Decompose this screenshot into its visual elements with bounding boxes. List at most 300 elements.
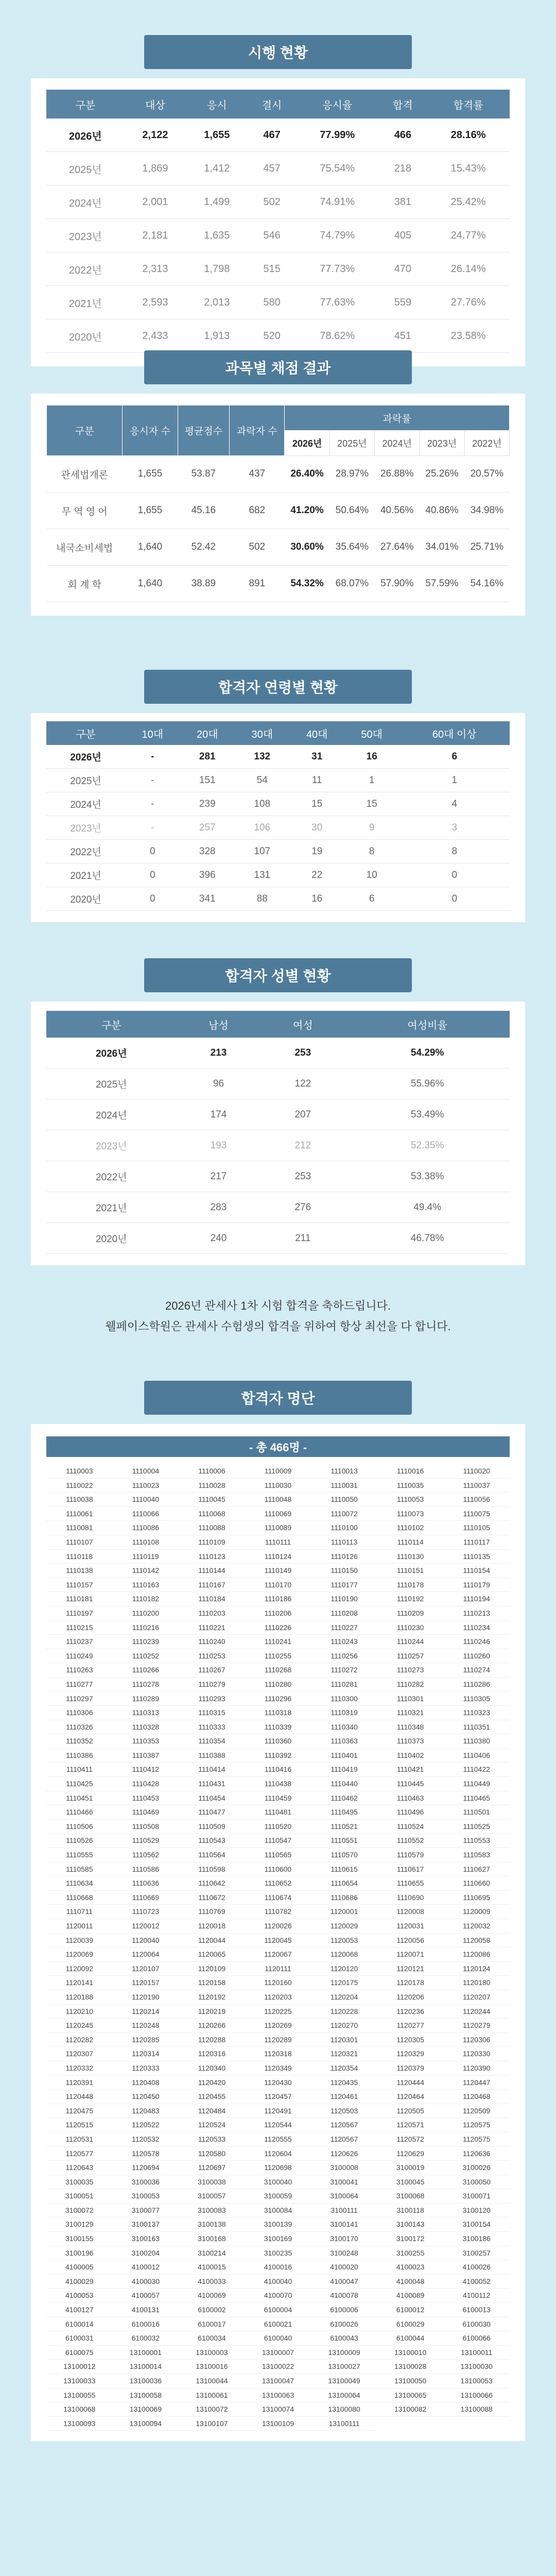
table-cell: 68.07% xyxy=(329,566,374,602)
passer-id: 1110406 xyxy=(443,1749,510,1763)
passer-id: 1120120 xyxy=(311,1962,377,1976)
passer-id: 6100021 xyxy=(245,2317,311,2332)
passer-id: 13100055 xyxy=(46,2388,113,2403)
passer-id: 1110108 xyxy=(113,1535,179,1550)
table-cell: 174 xyxy=(177,1099,261,1130)
passer-id: 1110333 xyxy=(179,1720,245,1735)
table-cell: 2023년 xyxy=(46,219,125,252)
table-cell: 1,640 xyxy=(123,566,178,602)
passer-id: 1120444 xyxy=(377,2076,444,2090)
table-row xyxy=(46,863,510,887)
passer-id: 1110354 xyxy=(179,1734,245,1749)
passer-id: 1110782 xyxy=(245,1905,311,1919)
passer-id: 1110598 xyxy=(179,1862,245,1877)
passer-id: 4100112 xyxy=(443,2289,510,2303)
table-cell: 2026년 xyxy=(46,118,125,152)
table-cell: 546 xyxy=(248,219,296,252)
table-cell: 107 xyxy=(235,840,289,863)
passer-id: 1120067 xyxy=(245,1947,311,1962)
passer-id: 3100138 xyxy=(179,2217,245,2232)
passer-id: 13100082 xyxy=(377,2402,444,2417)
passer-id: 1110114 xyxy=(377,1535,444,1550)
header-cell: 구분 xyxy=(46,90,125,118)
passer-id: 4100026 xyxy=(443,2260,510,2275)
passer-id: 1110124 xyxy=(245,1550,311,1564)
table-row xyxy=(46,319,510,353)
passer-id: 1110138 xyxy=(46,1564,113,1578)
table-cell: 1,655 xyxy=(123,456,178,493)
passer-id: 1110723 xyxy=(113,1905,179,1919)
passer-id: 1110636 xyxy=(113,1876,179,1891)
passer-id: 1120065 xyxy=(179,1947,245,1962)
passer-id: 1110509 xyxy=(179,1820,245,1834)
passer-id: 3100129 xyxy=(46,2217,113,2232)
passer-id: 1120522 xyxy=(113,2118,179,2132)
passer-id: 1110543 xyxy=(179,1834,245,1848)
table-cell: 0 xyxy=(125,840,180,863)
passer-id: 1110163 xyxy=(113,1578,179,1592)
passer-id: 3100235 xyxy=(245,2246,311,2261)
passer-id: 1120029 xyxy=(311,1919,377,1934)
table-cell: 22 xyxy=(289,863,344,887)
passer-id: 1110305 xyxy=(443,1692,510,1706)
table-row xyxy=(46,118,510,152)
passer-id: 1120124 xyxy=(443,1962,510,1976)
passer-id: 1110353 xyxy=(113,1734,179,1749)
table-row xyxy=(46,219,510,252)
passer-id: 3100084 xyxy=(245,2204,311,2218)
passer-id: 13100044 xyxy=(179,2374,245,2388)
passer-id: 13100009 xyxy=(311,2346,377,2360)
passer-id: 1110255 xyxy=(245,1649,311,1664)
table-cell: 49.4% xyxy=(345,1192,510,1223)
table-cell: 77.73% xyxy=(296,252,379,286)
passer-id: 1110273 xyxy=(377,1663,444,1677)
passer-id: 1120318 xyxy=(245,2047,311,2061)
passer-id: 1120577 xyxy=(46,2147,113,2161)
passer-id: 1120180 xyxy=(443,1976,510,1990)
passer-id: 1110118 xyxy=(46,1550,113,1564)
passer-id: 1110149 xyxy=(245,1564,311,1578)
passer-id: 1120109 xyxy=(179,1962,245,1976)
table-cell: 283 xyxy=(177,1192,261,1223)
table-cell: 78.62% xyxy=(296,319,379,353)
passer-id: 3100120 xyxy=(443,2204,510,2218)
table-cell: 207 xyxy=(260,1099,345,1130)
passer-id: 1120505 xyxy=(377,2104,444,2119)
passer-id: 1110386 xyxy=(46,1749,113,1763)
passer-id: 1110177 xyxy=(311,1578,377,1592)
passer-id: 3100155 xyxy=(46,2232,113,2246)
passer-id: 1110552 xyxy=(377,1834,444,1848)
header-cell: 응시 xyxy=(186,90,248,118)
table-cell: 2024년 xyxy=(46,792,125,816)
passer-id: 6100026 xyxy=(311,2317,377,2332)
passer-id: 1120219 xyxy=(179,2005,245,2019)
passer-id: 1110268 xyxy=(245,1663,311,1677)
passer-id: 1110035 xyxy=(377,1479,444,1493)
passer-id: 1120697 xyxy=(179,2161,245,2175)
passer-id: 1120448 xyxy=(46,2090,113,2104)
table-cell: 16 xyxy=(344,745,399,769)
passer-id: 1110438 xyxy=(245,1777,311,1791)
passer-id: 1110239 xyxy=(113,1635,179,1649)
table-row xyxy=(46,1038,510,1069)
passer-id: 3100064 xyxy=(311,2189,377,2204)
passer-id: 1110006 xyxy=(179,1464,245,1479)
passer-id: 1110272 xyxy=(311,1663,377,1677)
passer-id: 3100035 xyxy=(46,2175,113,2190)
passer-id: 4100040 xyxy=(245,2275,311,2289)
table-cell: 57.59% xyxy=(420,566,464,602)
passer-id: 1110190 xyxy=(311,1592,377,1606)
table-cell: 470 xyxy=(379,252,427,286)
table-cell: 217 xyxy=(177,1161,261,1192)
passer-id: 1120001 xyxy=(311,1905,377,1919)
table-cell: 0 xyxy=(125,863,180,887)
passer-id: 3100026 xyxy=(443,2161,510,2175)
passer-id: 1110154 xyxy=(443,1564,510,1578)
table-cell: 34.98% xyxy=(464,493,509,529)
passer-id: 1110469 xyxy=(113,1805,179,1820)
header-cell: 10대 xyxy=(125,721,180,745)
table-cell: 77.99% xyxy=(296,118,379,152)
passer-id: 1120192 xyxy=(179,1990,245,2005)
passer-id: 1110419 xyxy=(311,1762,377,1777)
passer-id: 1110669 xyxy=(113,1891,179,1905)
passer-id: 6100004 xyxy=(245,2303,311,2317)
passer-id: 1110564 xyxy=(179,1848,245,1862)
table-cell: 74.79% xyxy=(296,219,379,252)
passer-id: 1120288 xyxy=(179,2033,245,2047)
passer-id: 1120056 xyxy=(377,1934,444,1948)
passer-id: 1110167 xyxy=(179,1578,245,1592)
table-cell: 55.96% xyxy=(345,1069,510,1099)
year-header: 2024년 xyxy=(375,431,420,456)
passer-id: 1120629 xyxy=(377,2147,444,2161)
passer-id: 1110525 xyxy=(443,1820,510,1834)
passer-id: 1110206 xyxy=(245,1606,311,1621)
table-cell: 467 xyxy=(248,118,296,152)
table-cell: 212 xyxy=(260,1130,345,1161)
section-title: 합격자 성별 현황 xyxy=(144,958,412,992)
table-cell: 25.71% xyxy=(464,529,509,566)
passer-id: 1120206 xyxy=(377,1990,444,2005)
passer-id: 1120450 xyxy=(113,2090,179,2104)
passer-id: 1110151 xyxy=(377,1564,444,1578)
passer-id: 3100214 xyxy=(179,2246,245,2261)
passer-id: 1110453 xyxy=(113,1791,179,1806)
passer-id: 1110401 xyxy=(311,1749,377,1763)
passer-id: 1110451 xyxy=(46,1791,113,1806)
passer-id: 1110178 xyxy=(377,1578,444,1592)
passer-id: 1120245 xyxy=(46,2019,113,2033)
passer-id: 1110521 xyxy=(311,1820,377,1834)
passer-id: 1110428 xyxy=(113,1777,179,1791)
passer-id: 1120031 xyxy=(377,1919,444,1934)
passer-id: 1120354 xyxy=(311,2061,377,2076)
table-cell: 26.40% xyxy=(285,456,329,493)
passer-id: 3100168 xyxy=(179,2232,245,2246)
passer-id: 4100089 xyxy=(377,2289,444,2303)
exam-status-panel xyxy=(31,78,525,366)
header-cell: 여성 xyxy=(260,1011,345,1038)
passer-id: 4100012 xyxy=(113,2260,179,2275)
passer-id: 1110387 xyxy=(113,1749,179,1763)
passer-id: 1120430 xyxy=(245,2076,311,2090)
table-cell: 257 xyxy=(180,816,235,840)
passer-id: 1110565 xyxy=(245,1848,311,1862)
passer-id: 3100196 xyxy=(46,2246,113,2261)
passer-id: 1110642 xyxy=(179,1876,245,1891)
passer-id: 1110253 xyxy=(179,1649,245,1664)
passer-id: 1110234 xyxy=(443,1621,510,1635)
table-cell: 396 xyxy=(180,863,235,887)
table-cell: - xyxy=(125,745,180,769)
passer-id: 1110583 xyxy=(443,1848,510,1862)
table-cell: 0 xyxy=(399,863,510,887)
table-cell: 6 xyxy=(344,887,399,911)
table-row xyxy=(46,252,510,286)
table-cell: 53.38% xyxy=(345,1161,510,1192)
passer-id: 1120643 xyxy=(46,2161,113,2175)
table-cell: 2,593 xyxy=(125,286,186,319)
passer-id: 1110107 xyxy=(46,1535,113,1550)
table-cell: 239 xyxy=(180,792,235,816)
gender-section xyxy=(31,958,525,1265)
passer-id: 4100015 xyxy=(179,2260,245,2275)
passer-id: 1110028 xyxy=(179,1479,245,1493)
passer-id: 1110570 xyxy=(311,1848,377,1862)
passer-id: 1120236 xyxy=(377,2005,444,2019)
table-row xyxy=(46,840,510,863)
table-cell: 26.88% xyxy=(375,456,420,493)
passer-id: 1120032 xyxy=(443,1919,510,1934)
table-cell: 53.49% xyxy=(345,1099,510,1130)
passer-id: 1110045 xyxy=(179,1493,245,1507)
passer-id: 1110348 xyxy=(377,1720,444,1735)
passer-id: 1110586 xyxy=(113,1862,179,1877)
passer-id: 1110392 xyxy=(245,1749,311,1763)
year-header: 2025년 xyxy=(329,431,374,456)
passer-id: 1120321 xyxy=(311,2047,377,2061)
passer-id: 1110257 xyxy=(377,1649,444,1664)
table-row xyxy=(47,529,510,566)
passer-id: 1110048 xyxy=(245,1493,311,1507)
table-cell: 1,655 xyxy=(186,118,248,152)
table-cell: - xyxy=(125,769,180,792)
passer-id: 1110279 xyxy=(179,1677,245,1692)
passer-id: 1110061 xyxy=(46,1507,113,1521)
passer-id: 1120058 xyxy=(443,1934,510,1948)
passer-id: 1110030 xyxy=(245,1479,311,1493)
table-cell: 54.32% xyxy=(285,566,329,602)
passer-id: 1110449 xyxy=(443,1777,510,1791)
passer-id: 1110425 xyxy=(46,1777,113,1791)
passer-id: 1120190 xyxy=(113,1990,179,2005)
table-cell: 74.91% xyxy=(296,185,379,219)
year-header: 2026년 xyxy=(285,431,329,456)
age-table xyxy=(46,721,510,911)
table-cell: 4 xyxy=(399,792,510,816)
passer-id: 4100016 xyxy=(245,2260,311,2275)
passer-id: 1120391 xyxy=(46,2076,113,2090)
header-cell: 응시율 xyxy=(296,90,379,118)
passer-id: 1120408 xyxy=(113,2076,179,2090)
passer-id: 1120045 xyxy=(245,1934,311,1948)
passer-id: 1110053 xyxy=(377,1493,444,1507)
passer-id: 1110463 xyxy=(377,1791,444,1806)
table-cell: 52.42 xyxy=(178,529,229,566)
passer-id: 4100033 xyxy=(179,2275,245,2289)
passer-id: 1110672 xyxy=(179,1891,245,1905)
passer-id: 3100137 xyxy=(113,2217,179,2232)
passer-id: 1120532 xyxy=(113,2132,179,2147)
table-cell: 466 xyxy=(379,118,427,152)
passer-id: 1110230 xyxy=(377,1621,444,1635)
table-cell: 381 xyxy=(379,185,427,219)
passer-id: 1120305 xyxy=(377,2033,444,2047)
section-title: 시행 현황 xyxy=(144,35,412,69)
table-cell: 54.29% xyxy=(345,1038,510,1069)
passer-id: 3100040 xyxy=(245,2175,311,2190)
table-cell: 2025년 xyxy=(46,1069,177,1099)
passer-id: 1110040 xyxy=(113,1493,179,1507)
table-cell: 20.57% xyxy=(464,456,509,493)
passer-id: 1110013 xyxy=(311,1464,377,1479)
table-cell: 2024년 xyxy=(46,185,125,219)
passer-id: 1110553 xyxy=(443,1834,510,1848)
header-cell: 20대 xyxy=(180,721,235,745)
table-cell: 1,798 xyxy=(186,252,248,286)
table-cell: 341 xyxy=(180,887,235,911)
passer-id: 1110260 xyxy=(443,1649,510,1664)
passer-id: 1120533 xyxy=(179,2132,245,2147)
table-cell: 122 xyxy=(260,1069,345,1099)
table-cell: 2025년 xyxy=(46,769,125,792)
table-cell: 328 xyxy=(180,840,235,863)
passer-id: 1120064 xyxy=(113,1947,179,1962)
total-count: - 총 466명 - xyxy=(46,1436,510,1457)
passer-id: 6100014 xyxy=(46,2317,113,2332)
passer-id: 13100064 xyxy=(311,2388,377,2403)
gender-table xyxy=(46,1011,510,1254)
table-cell: 240 xyxy=(177,1223,261,1254)
passer-id: 1110440 xyxy=(311,1777,377,1791)
passer-id: 13100011 xyxy=(443,2346,510,2360)
passer-id: 1120203 xyxy=(245,1990,311,2005)
passer-id: 3100257 xyxy=(443,2246,510,2261)
table-cell: 253 xyxy=(260,1161,345,1192)
passer-id: 1110241 xyxy=(245,1635,311,1649)
table-cell: 2025년 xyxy=(46,152,125,185)
passer-id: 6100044 xyxy=(377,2331,444,2346)
passer-id: 13100001 xyxy=(113,2346,179,2360)
passer-id: 13100010 xyxy=(377,2346,444,2360)
table-cell: 515 xyxy=(248,252,296,286)
passer-id: 1110280 xyxy=(245,1677,311,1692)
passer-id: 13100072 xyxy=(179,2402,245,2417)
passer-id: 3100059 xyxy=(245,2189,311,2204)
table-cell: 8 xyxy=(399,840,510,863)
passer-id: 1120636 xyxy=(443,2147,510,2161)
passer-id: 1120012 xyxy=(113,1919,179,1934)
passer-id: 1110182 xyxy=(113,1592,179,1606)
passer-id: 1120018 xyxy=(179,1919,245,1934)
table-cell: 502 xyxy=(248,185,296,219)
passer-id: 1110142 xyxy=(113,1564,179,1578)
passer-id: 1120282 xyxy=(46,2033,113,2047)
notice-line-2: 웰페이스학원은 관세사 수험생의 합격을 위하여 항상 최선을 다 합니다. xyxy=(105,1320,451,1333)
passer-id: 1110246 xyxy=(443,1635,510,1649)
table-cell: 46.78% xyxy=(345,1223,510,1254)
passer-id: 1110634 xyxy=(46,1876,113,1891)
passer-id: 1110555 xyxy=(46,1848,113,1862)
passer-id: 1120306 xyxy=(443,2033,510,2047)
section-title: 합격자 명단 xyxy=(144,1381,412,1415)
passer-id: 1110249 xyxy=(46,1649,113,1664)
passer-id: 6100016 xyxy=(113,2317,179,2332)
passer-id: 1110326 xyxy=(46,1720,113,1735)
passer-id: 1110020 xyxy=(443,1464,510,1479)
passer-id: 1110477 xyxy=(179,1805,245,1820)
passer-id: 4100029 xyxy=(46,2275,113,2289)
passer-id: 1110422 xyxy=(443,1762,510,1777)
table-cell: 27.76% xyxy=(427,286,510,319)
passer-id: 1110263 xyxy=(46,1663,113,1677)
header-cell: 여성비율 xyxy=(345,1011,510,1038)
passer-id: 1110652 xyxy=(245,1876,311,1891)
passer-id: 1120069 xyxy=(46,1947,113,1962)
passer-id: 4100005 xyxy=(46,2260,113,2275)
table-cell: 31 xyxy=(289,745,344,769)
table-cell: 무 역 영 어 xyxy=(47,493,123,529)
table-cell: 2026년 xyxy=(46,745,125,769)
passer-id: 13100088 xyxy=(443,2402,510,2417)
table-cell: 559 xyxy=(379,286,427,319)
passer-id: 6100043 xyxy=(311,2331,377,2346)
table-row xyxy=(46,745,510,769)
passer-id: 1110318 xyxy=(245,1706,311,1720)
passer-id: 4100053 xyxy=(46,2289,113,2303)
passer-id: 1110351 xyxy=(443,1720,510,1735)
subject-results-panel xyxy=(31,394,525,616)
passer-id: 1110073 xyxy=(377,1507,444,1521)
passer-id: 1120204 xyxy=(311,1990,377,2005)
passer-id: 1120314 xyxy=(113,2047,179,2061)
header-cell: 과락률 xyxy=(285,405,510,431)
passer-id: 6100002 xyxy=(179,2303,245,2317)
passer-id: 3100053 xyxy=(113,2189,179,2204)
passer-id: 1120008 xyxy=(377,1905,444,1919)
passer-id: 13100065 xyxy=(377,2388,444,2403)
passer-id: 1110037 xyxy=(443,1479,510,1493)
passer-id: 1110340 xyxy=(311,1720,377,1735)
passer-id: 1110289 xyxy=(113,1692,179,1706)
passer-id: 1110421 xyxy=(377,1762,444,1777)
table-cell: 106 xyxy=(235,816,289,840)
passer-id: 1120068 xyxy=(311,1947,377,1962)
passer-id: 6100066 xyxy=(443,2331,510,2346)
passer-id: 1110086 xyxy=(113,1521,179,1535)
passer-id: 1120040 xyxy=(113,1934,179,1948)
passer-id: 1120531 xyxy=(46,2132,113,2147)
passer-id: 1120248 xyxy=(113,2019,179,2033)
header-cell: 합격률 xyxy=(427,90,510,118)
passer-id: 1120225 xyxy=(245,2005,311,2019)
passer-id: 13100027 xyxy=(311,2360,377,2374)
passer-id: 1120578 xyxy=(113,2147,179,2161)
